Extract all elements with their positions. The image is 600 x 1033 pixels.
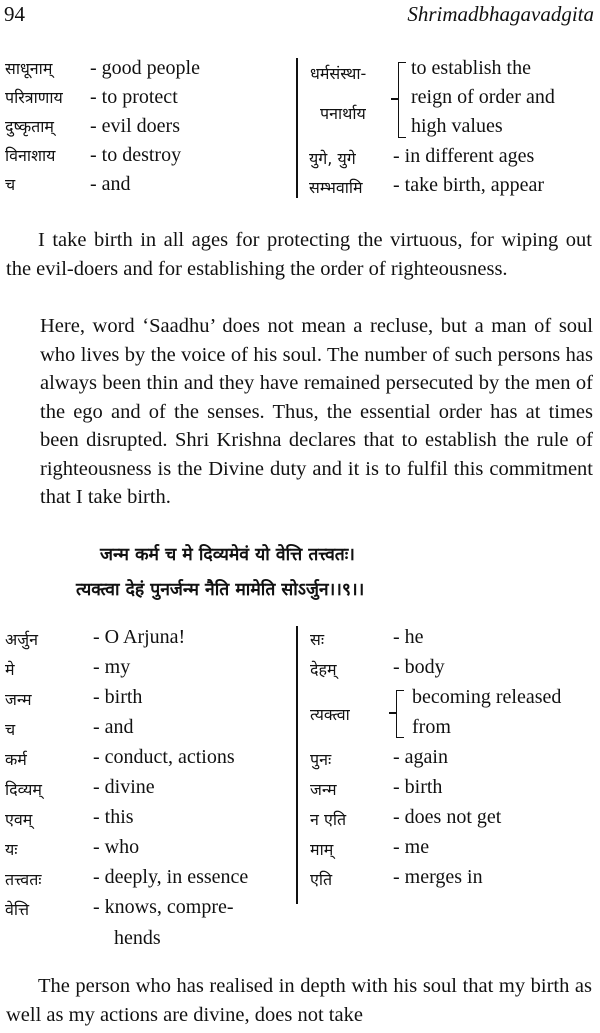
glossary-meaning: - deeply, in essence (93, 866, 249, 888)
sanskrit-term: एवम् (5, 810, 33, 829)
glossary-meaning: - evil doers (90, 115, 180, 137)
glossary-meaning: - divine (93, 776, 155, 798)
running-title: Shrimadbhagavadgita (407, 2, 594, 26)
sanskrit-term: पनार्थाय (320, 104, 366, 123)
sanskrit-term: मे (5, 660, 15, 679)
sanskrit-term: न एति (310, 810, 347, 829)
sanskrit-term: दुष्कृताम् (5, 117, 54, 136)
sanskrit-term: दिव्यम् (5, 780, 42, 799)
paragraph-explanation: The person who has realised in depth with his soul that my birth as well as my actions are divine, does not take (6, 975, 592, 1026)
glossary-row (5, 57, 52, 80)
paragraph-commentary: Here, word ‘Saadhu’ does not mean a recluse, but a man of soul who lives by the voice of his soul. The number of such persons has always been thin and they have remained persecuted by the men of the ego and of the senses. Thus, the essential order has at times been disrupted. Shri Krishna declares that to establish the rule of righteousness is the Divine duty and it is to fulfil this commitment that I take birth. (40, 315, 593, 508)
sanskrit-term: त्यक्त्वा (310, 705, 350, 724)
glossary-meaning: - again (393, 746, 448, 768)
glossary-table-1 (0, 0, 600, 210)
sanskrit-term: यः (5, 840, 18, 859)
glossary-row (5, 173, 15, 196)
column-divider (296, 626, 298, 904)
curly-brace (396, 690, 404, 738)
glossary-meaning: - he (393, 626, 424, 648)
brace-point (391, 98, 398, 100)
glossary-meaning: - to destroy (90, 144, 182, 166)
sanskrit-term: विनाशाय (5, 146, 56, 165)
brace-point (389, 712, 396, 714)
sanskrit-term: साधूनाम् (5, 59, 53, 78)
sanskrit-term: च (5, 175, 16, 194)
glossary-row (5, 144, 55, 167)
glossary-meaning: - body (393, 656, 445, 678)
sanskrit-term: वेत्ति (5, 900, 30, 919)
glossary-meaning: - and (90, 173, 131, 195)
glossary-meaning-continuation: hends (114, 927, 161, 949)
glossary-meaning: - conduct, actions (93, 746, 235, 768)
sanskrit-term: अर्जुन (5, 630, 38, 649)
sanskrit-term: कर्म (5, 750, 27, 769)
glossary-meaning: - birth (93, 686, 143, 708)
verse-line-2: त्यक्त्वा देहं पुनर्जन्म नैति मामेति सोऽर्जुन।।९।। (76, 580, 365, 600)
glossary-meaning: - knows, compre- (93, 896, 234, 918)
glossary-meaning: - take birth, appear (393, 174, 545, 196)
verse-line-1: जन्म कर्म च मे दिव्यमेवं यो वेत्ति तत्त्वतः। (100, 545, 355, 565)
glossary-meaning: - birth (393, 776, 443, 798)
glossary-row (5, 86, 63, 109)
glossary-meaning: - O Arjuna! (93, 626, 186, 648)
sanskrit-term: सम्भवामि (309, 178, 363, 197)
sanskrit-term: माम् (310, 840, 334, 859)
glossary-meaning: - does not get (393, 806, 502, 828)
glossary-meaning: - who (93, 836, 140, 858)
glossary-meaning: becoming released (412, 686, 562, 708)
glossary-meaning: to establish the (411, 57, 531, 79)
glossary-meaning: high values (411, 115, 503, 137)
column-divider (296, 58, 298, 198)
paragraph-translation: I take birth in all ages for protecting the virtuous, for wiping out the evil-doers and for establishing the order of righteousness. (6, 229, 592, 280)
sanskrit-term: तत्त्वतः (5, 870, 42, 889)
glossary-meaning: - this (93, 806, 134, 828)
sanskrit-term: जन्म (310, 780, 337, 799)
glossary-meaning: - and (93, 716, 134, 738)
glossary-meaning: - me (393, 836, 430, 858)
glossary-meaning: - my (93, 656, 131, 678)
glossary-meaning: - to protect (90, 86, 178, 108)
sanskrit-term: देहम् (310, 660, 337, 679)
sanskrit-term: परित्राणाय (5, 88, 63, 107)
glossary-meaning: reign of order and (411, 86, 555, 108)
glossary-row (5, 115, 54, 138)
glossary-meaning: - merges in (393, 866, 483, 888)
sanskrit-term: एति (310, 870, 333, 889)
glossary-meaning: - in different ages (393, 145, 535, 167)
sanskrit-term: जन्म (5, 690, 32, 709)
sanskrit-term: पुनः (310, 750, 332, 769)
sanskrit-term: सः (310, 630, 325, 649)
curly-brace (398, 62, 406, 138)
sanskrit-term: धर्मसंस्था- (310, 64, 367, 83)
page-number: 94 (4, 2, 25, 26)
glossary-meaning: - good people (90, 57, 200, 79)
glossary-meaning: from (412, 716, 451, 738)
sanskrit-term: च (5, 720, 16, 739)
sanskrit-term: युगे, युगे (309, 149, 356, 168)
